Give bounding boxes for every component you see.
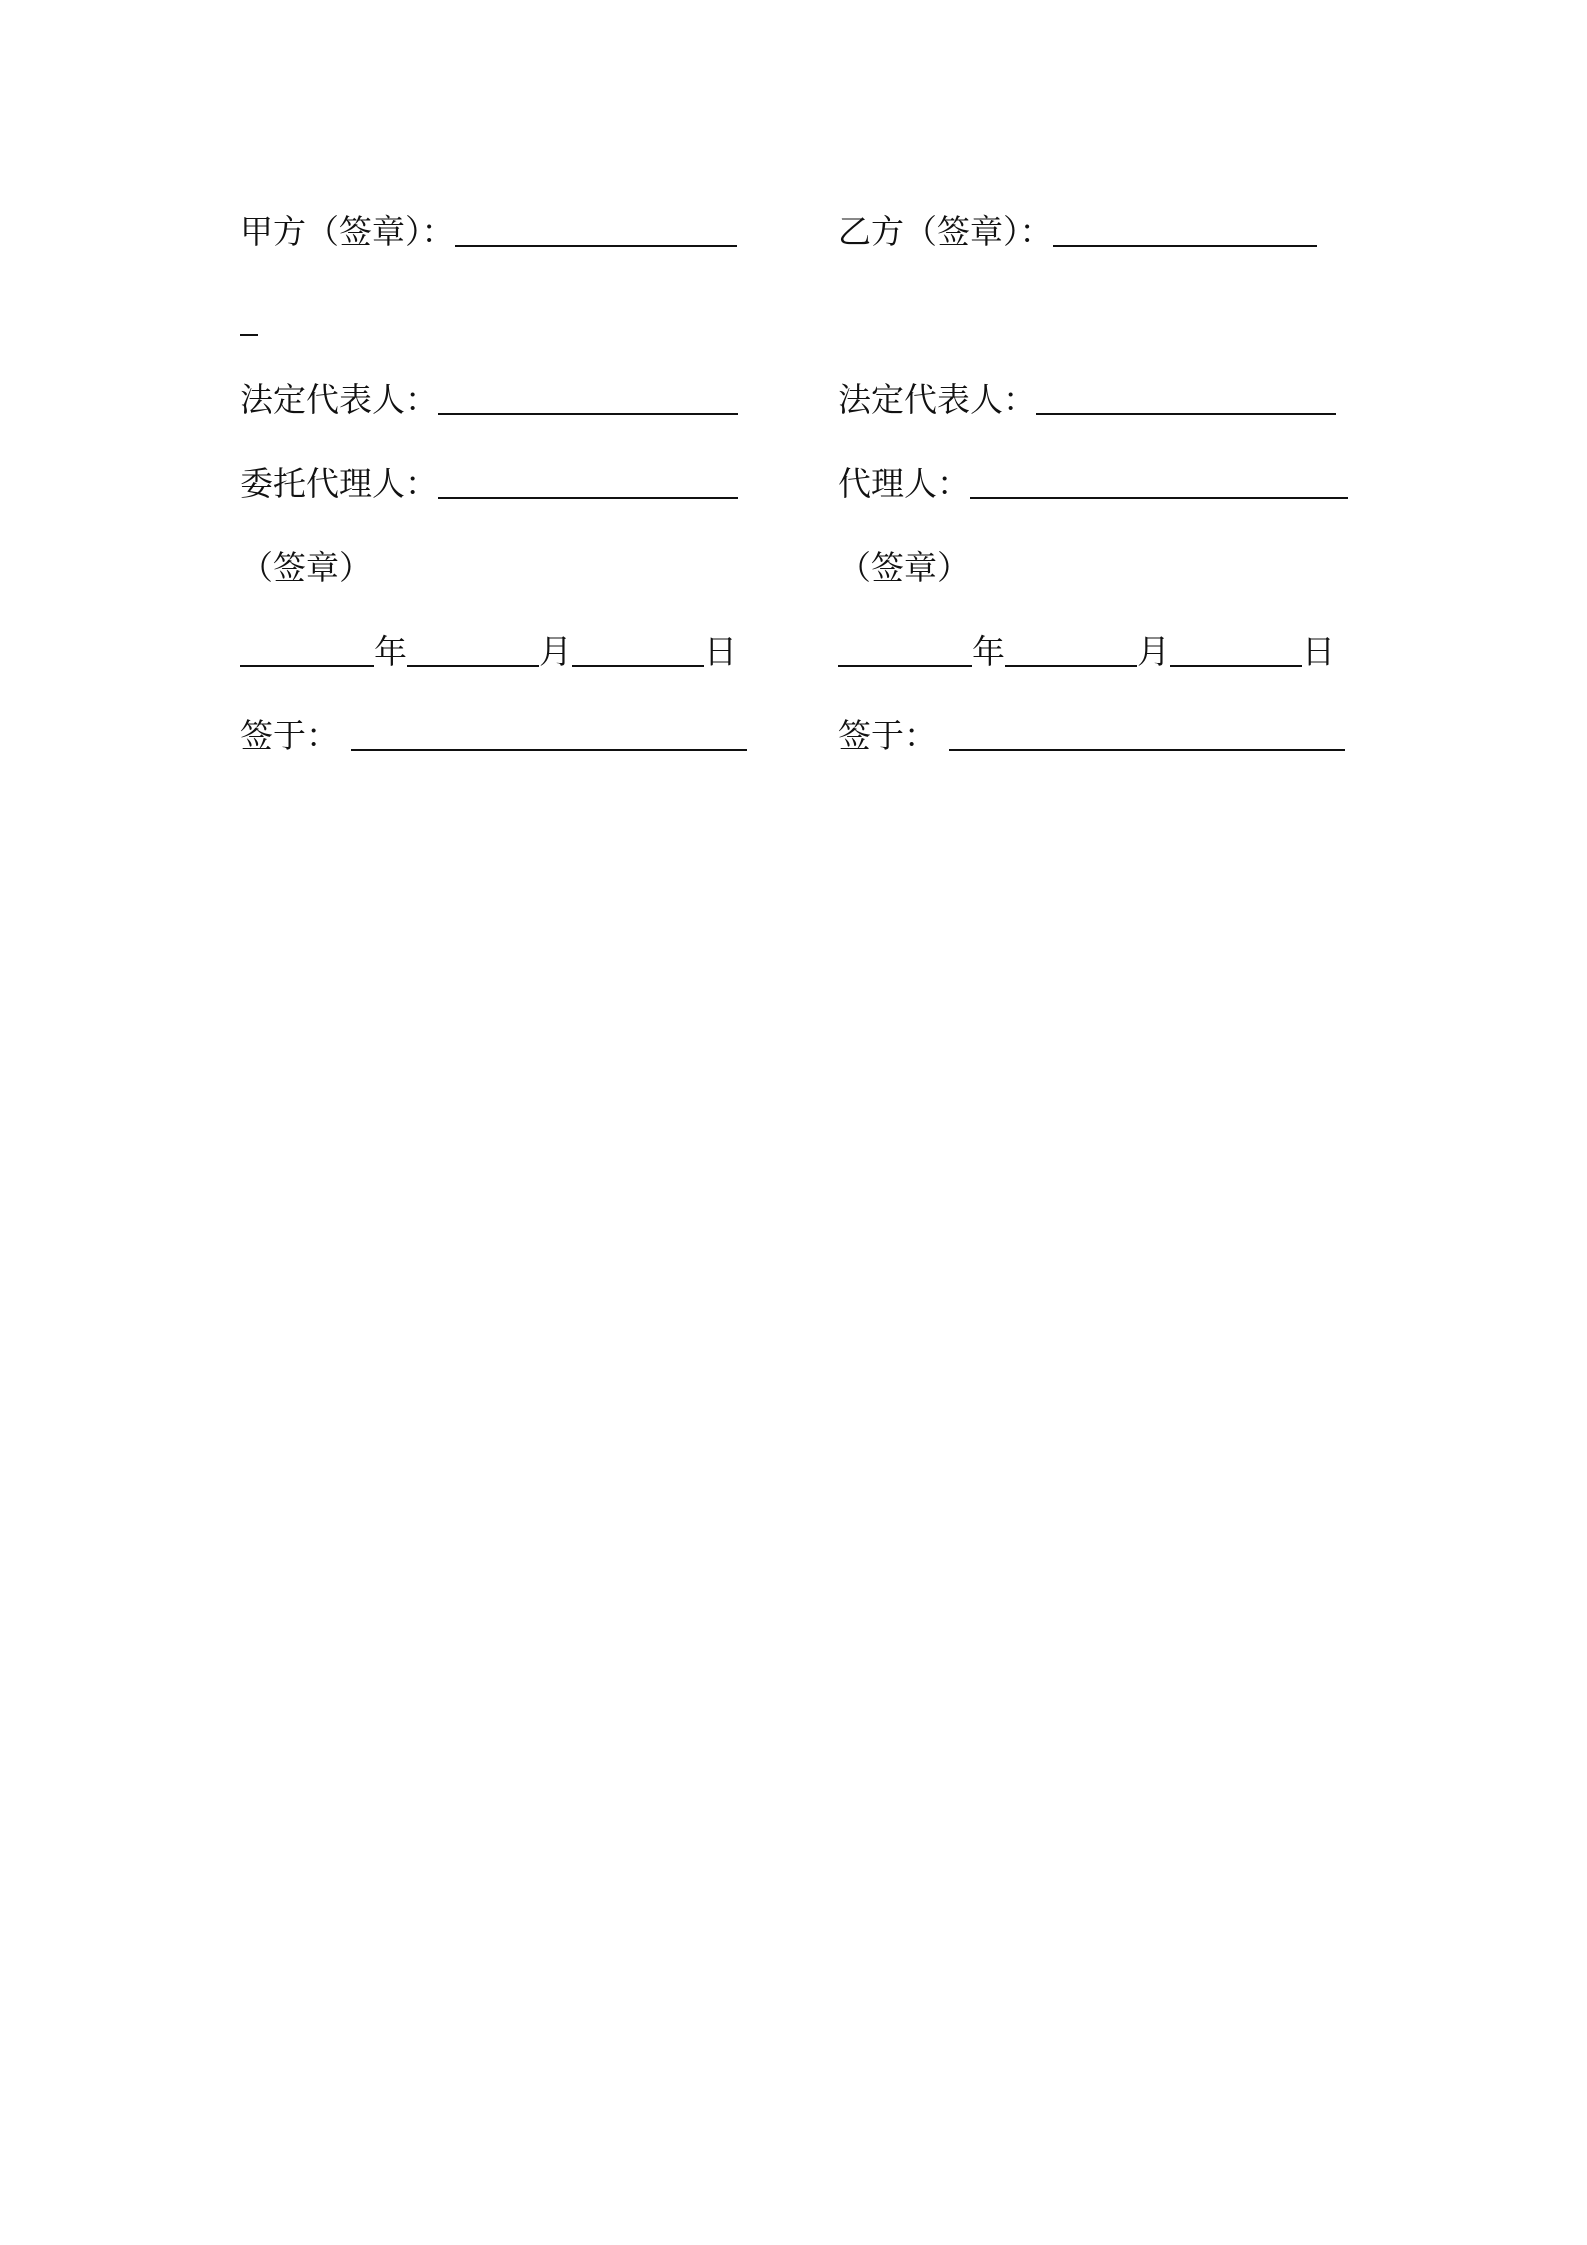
party-b-sign-blank[interactable]	[1053, 245, 1317, 247]
party-a-signed-at-label: 签于：	[240, 716, 339, 755]
party-a-block	[240, 0, 780, 2245]
party-b-date-row	[838, 630, 1335, 674]
party-a-year-label: 年	[374, 632, 407, 671]
party-a-agent-row	[240, 462, 738, 506]
party-a-sign-overflow-underline	[240, 334, 258, 336]
party-a-signed-at-row	[240, 714, 747, 758]
party-a-agent-blank[interactable]	[438, 497, 738, 499]
party-a-sign-label: 甲方（签章）：	[240, 212, 455, 251]
party-a-month-blank[interactable]	[407, 665, 539, 667]
party-b-seal-row	[838, 546, 970, 590]
party-a-signed-at-blank[interactable]	[351, 749, 747, 751]
party-b-signed-at-row	[838, 714, 1345, 758]
party-b-month-blank[interactable]	[1005, 665, 1137, 667]
party-b-signed-at-blank[interactable]	[949, 749, 1345, 751]
party-a-seal-label: （签章）	[240, 548, 372, 587]
party-a-sign-row	[240, 210, 737, 254]
party-b-day-label: 日	[1302, 632, 1335, 671]
party-b-agent-row	[838, 462, 1348, 506]
party-b-month-label: 月	[1137, 632, 1170, 671]
party-b-legal-rep-row	[838, 378, 1336, 422]
party-a-agent-label: 委托代理人：	[240, 464, 438, 503]
party-a-day-blank[interactable]	[572, 665, 704, 667]
party-b-sign-row	[838, 210, 1317, 254]
party-b-signed-at-label: 签于：	[838, 716, 937, 755]
party-b-day-blank[interactable]	[1170, 665, 1302, 667]
party-a-year-blank[interactable]	[240, 665, 374, 667]
party-a-legal-rep-label: 法定代表人：	[240, 380, 438, 419]
party-a-sign-blank[interactable]	[455, 245, 737, 247]
party-a-seal-row	[240, 546, 372, 590]
party-b-year-label: 年	[972, 632, 1005, 671]
party-b-sign-label: 乙方（签章）：	[838, 212, 1053, 251]
party-b-seal-label: （签章）	[838, 548, 970, 587]
party-a-day-label: 日	[704, 632, 737, 671]
party-a-legal-rep-blank[interactable]	[438, 413, 738, 415]
party-b-agent-label: 代理人：	[838, 464, 970, 503]
party-a-legal-rep-row	[240, 378, 738, 422]
party-b-block	[838, 0, 1378, 2245]
party-b-legal-rep-blank[interactable]	[1036, 413, 1336, 415]
party-b-legal-rep-label: 法定代表人：	[838, 380, 1036, 419]
party-b-year-blank[interactable]	[838, 665, 972, 667]
party-a-month-label: 月	[539, 632, 572, 671]
party-a-date-row	[240, 630, 737, 674]
party-b-agent-blank[interactable]	[970, 497, 1348, 499]
